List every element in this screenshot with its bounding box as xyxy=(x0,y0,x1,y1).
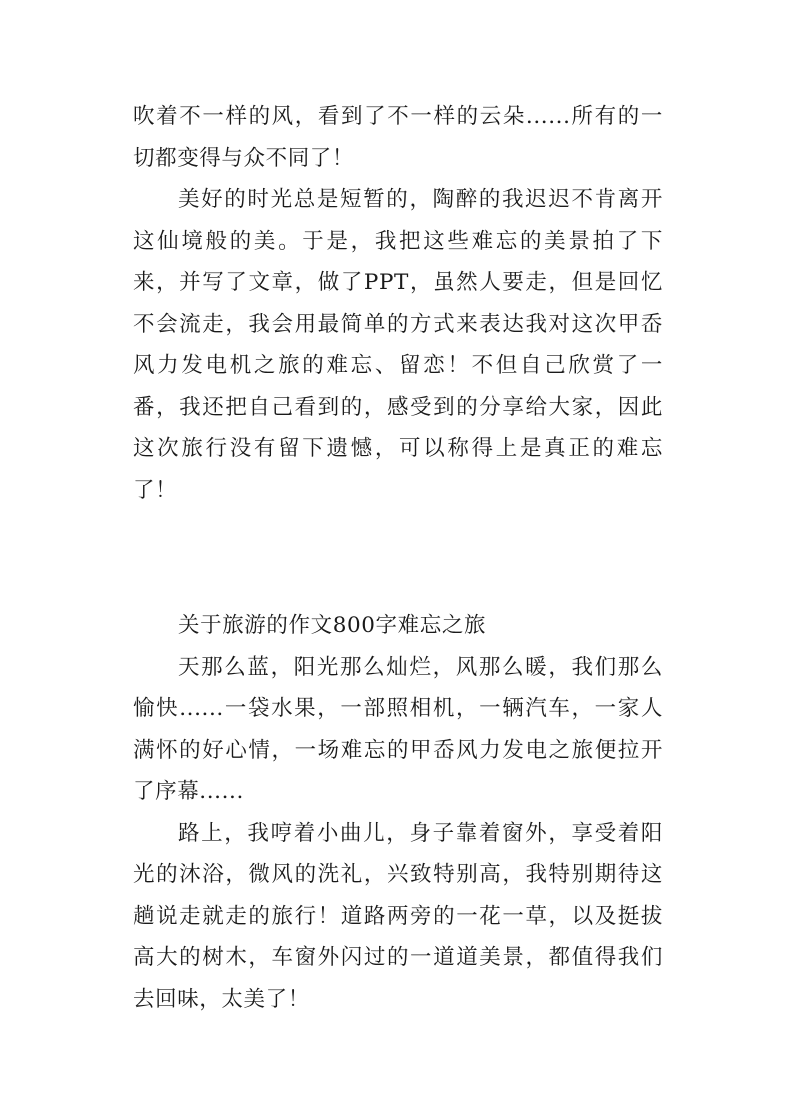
paragraph: 天那么蓝，阳光那么灿烂，风那么暖，我们那么愉快......一袋水果，一部照相机，一辆汽车，一家人满怀的好心情，一场难忘的甲岙风力发电之旅便拉开了序幕...... xyxy=(133,654,663,804)
essay-title: 关于旅游的作文800字难忘之旅 xyxy=(178,613,487,638)
paragraph: 路上，我哼着小曲儿，身子靠着窗外，享受着阳光的沐浴，微风的洗礼，兴致特别高，我特别期待这趟说走就走的旅行！道路两旁的一花一草，以及挺拔高大的树木，车窗外闪过的一道道美景，都值得我们去回味，太美了！ xyxy=(133,820,663,1012)
essay-section xyxy=(133,605,663,1020)
paragraph: 美好的时光总是短暂的，陶醉的我迟迟不肯离开这仙境般的美。于是，我把这些难忘的美景拍了下来，并写了文章，做了PPT，虽然人要走，但是回忆不会流走，我会用最简单的方式来表达我对这次甲岙风力发电机之旅的难忘、留恋！不但自己欣赏了一番，我还把自己看到的，感受到的分享给大家，因此这次旅行没有留下遗憾，可以称得上是真正的难忘了！ xyxy=(133,187,663,503)
paragraph: 吹着不一样的风，看到了不一样的云朵......所有的一切都变得与众不同了！ xyxy=(133,104,663,171)
essay-continuation xyxy=(133,96,663,511)
